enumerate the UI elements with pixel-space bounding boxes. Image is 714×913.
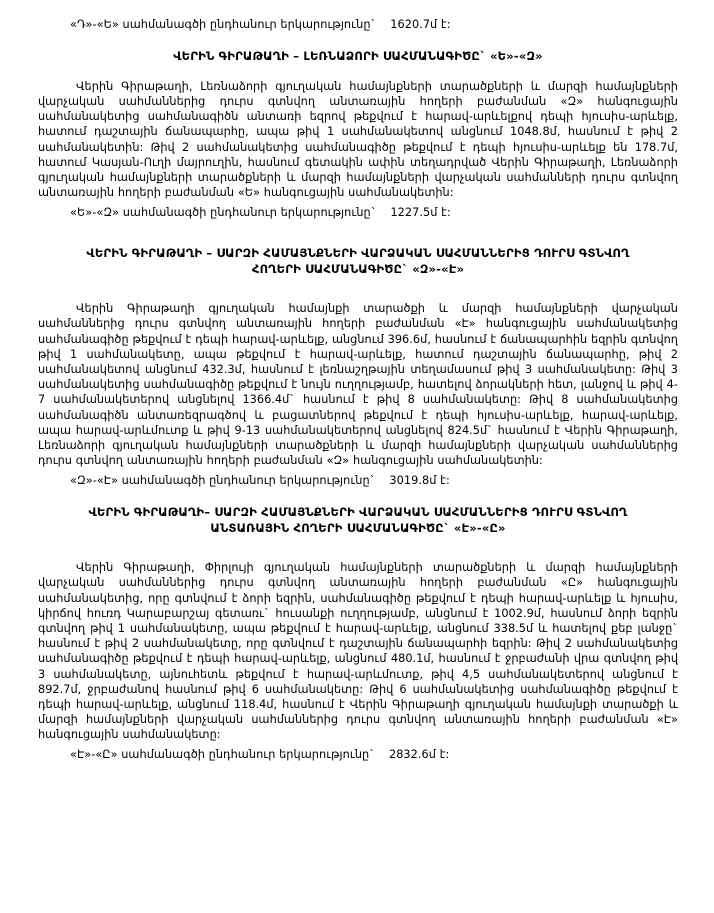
paragraph-body-3: Վերին Գիրաթաղի, Փիրլույի գյուղական համայնքների տարածքների և մարզի համայնքների վարչական սահմաններից դուրս գտնվող անտառային հողերի բաժանման «Ը» հանգուցային սահմանակետից, որը գտնվում է ձորի եզրին, սահմանագիծը թեքվում է դեպի հարավ-արևելք և հյուսիս, կիրճով հուռդ Կարաբարշայ գետառւ` հուսանքի ուղղությամբ, անցնում է 1002.9մ, հասնում ձորի եզրին գտնվող թիվ 1 սահմանակետը, ապա թեքվում է հարավ-արևելք, անցնում 338.5մ և հատելով քեբ լանջը` հասնում է թիվ 2 սահմանակետը, որը գտնվում է դաշտային ճանապարհի եզրին: Թիվ 2 սահմանակետից սահմանագիծը թեքվում է դեպի հարավ-արևելք, անցնում 480.1մ, հասնում է ջրբաժանի վրա գտնվող թիվ 3 սահմանակետը, այնուհետև թեքվում է հարավ-արևմուտք, թիվ 4,5 սահմանակետերով անցնում է 892.7մ, ջրբաժանով հասնում թիվ 6 սահմանակետը: Թիվ 6 սահմանակետից սահմանագիծը թեքվում է դեպի հարավ-արևելք, անցնում 118.4մ, հասնում է Վերին Գիրաթաղի գյուղական համայնքի տարածքի և մարզի համայնքների վարչական սահմաններից դուրս գտնվող անտառային հողերի բաժանման «Է» հանգուցային սահմանակետը: [38,561,678,742]
spacer-1 [38,237,678,246]
boundary-total-ze [38,474,678,489]
boundary-total-ez-value: 1227.5մ է: [390,206,451,220]
boundary-total-ze-label: «Զ»-«Է» սահմանագծի ընդհանուր երկարությունը` [70,474,376,488]
spacer-3 [38,551,678,560]
boundary-total-eu-label: «Է»-«Ը» սահմանագծի ընդհանուր երկարությունը` [70,748,375,762]
heading-verin-giratagh-sarz [32,246,684,278]
boundary-total-ez-label: «Ե»-«Զ» սահմանագծի ընդհանուր երկարությունը` [70,206,377,220]
boundary-total-de [38,18,678,33]
heading-3-line-2: ԱՆՏԱՌԱՅԻՆ ՀՈՂԵՐԻ ՍԱՀՄԱՆԱԳԻԾԸ` «Է»-«Ը» [210,521,506,536]
heading-verin-giratagh-sarz-forest [32,505,684,537]
boundary-total-eu [38,748,678,763]
boundary-total-de-value: 1620.7մ է: [390,18,451,31]
heading-1-line-1: ՎԵՐԻՆ ԳԻՐԱԹԱՂԻ – ԼԵՌՆԱՁՈՐԻ ՍԱՀՄԱՆԱԳԻԾԸ` «Ե»-«Զ» [173,48,543,63]
paragraph-body-1: Վերին Գիրաթաղի, Լեռնաձորի գյուղական համայնքների տարածքների և մարզի համայնքների վարչական սահմաններից դուրս գտնվող անտառային հողերի բաժանման «Զ» հանգուցային սահմանակետից սահմանագիծն անտառի եզրով թեքվում է հարավ-արևելքով դեպի հյուսիս-արևելք, հատում դաշտային ճանապարհը, ապա թիվ 1 սահմանակետով անցնում 1048.8մ, հասնում է թիվ 2 սահմանակետին: Թիվ 2 սահմանակետից սահմանագիծը թեքվում է դեպի հյուսիս-արևելք են 178.7մ, հատում Կասյան-Ուղի մայրուղին, հասնում գետակին ափին տեղադրված Վերին Գիրաթաղի, Լեռնաձորի գյուղական համայնքների տարածքների և մարզի համայնքների վարչական սահմանների դուրս գտնվող անտառային հողերի բաժանման «Ե» հանգուցային սահմանակետին: [38,79,678,200]
heading-2-line-2: ՀՈՂԵՐԻ ՍԱՀՄԱՆԱԳԻԾԸ` «Զ»-«Է» [251,262,465,277]
boundary-total-ez [38,206,678,221]
heading-verin-giratagh-lernadzor [38,49,678,65]
heading-3-line-1: ՎԵՐԻՆ ԳԻՐԱԹԱՂԻ– ՍԱՐԶԻ ՀԱՄԱՅՆՔՆԵՐԻ ՎԱՐՁԱԿԱՆ ՍԱՀՄԱՆՆԵՐԻՑ ԴՈՒՐՍ ԳՏՆՎՈՂ [88,505,628,520]
boundary-total-eu-value: 2832.6մ է: [388,748,450,762]
heading-2-line-1: ՎԵՐԻՆ ԳԻՐԱԹԱՂԻ – ՍԱՐԶԻ ՀԱՄԱՅՆՔՆԵՐԻ ՎԱՐՁԱԿԱՆ ՍԱՀՄԱՆՆԵՐԻՑ ԴՈՒՐՍ ԳՏՆՎՈՂ [86,246,630,261]
boundary-total-de-label: «Դ»-«Ե» սահմանագծի ընդհանուր երկարությունը` [70,18,377,31]
spacer-2 [38,292,678,301]
paragraph-body-2: Վերին Գիրաթաղի գյուղական համայնքի տարածքի և մարզի համայնքների վարչական սահմաններից դուրս գտնվող անտառային հողերի բաժանման «Է» հանգուցային սահմանակետից սահմանագիծը թեքվում է դեպի հարավ-արևելք, անցնում 396.6մ, հասնում է ճանապարհին եզրին գտնվող թիվ 1 սահմանակետը, ապա թեքվում է հարավ-արևելք, հատում դաշտային ճանապարհը, թիվ 2 սահմանակետով անցնում 432.3մ, հասնում է լեռնաշղթային տեղամասում թիվ 3 սահմանակետը: Թիվ 3 սահմանակետից սահմանագիծը թեքվում է նույն ուղղությամբ, հատելով ձորակների հետ, լանջով և թիվ 4-7 սահմանակետերով անցնելով 1366.4մ` հասնում է թիվ 8 սահմանակետը: Թիվ 8 սահմանակետից սահմանագիծն անտառեզրագծով և բացատներով թեքվում է դեպի հյուսիս-արևելք, հարավ-արևելք, ապա հարավ-արևմուտք և թիվ 9-13 սահմանակետերով անցնելով 824.5մ` հասնում է Վերին Գիրաթաղի, Լեռնաձորի գյուղական համայնքների տարածքների և մարզի համայնքների վարչական սահմաններից դուրս գտնվող անտառային հողերի բաժանման «Զ» հանգուցային սահմանակետին: [38,302,678,468]
boundary-total-ze-value: 3019.8մ է: [389,474,450,488]
